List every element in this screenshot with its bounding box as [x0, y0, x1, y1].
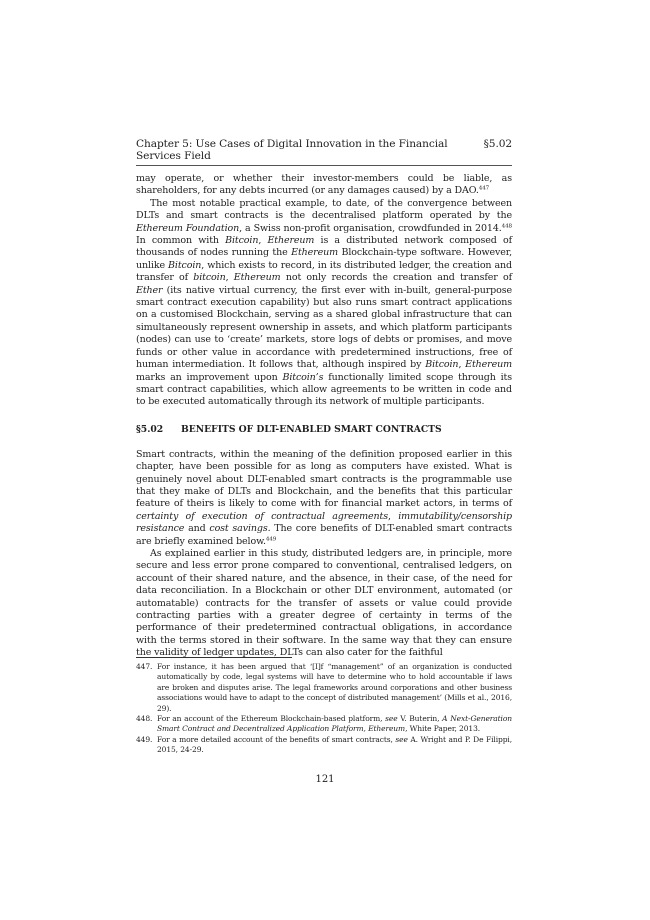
footnote-number: 448. — [136, 714, 153, 724]
paragraph-dao-liability: may operate, or whether their investor-members could be liable, as shareholders, for any debts incurred (or any damages caused) by a DAO.$^{447}$ — [136, 173, 512, 197]
section-number: §5.02 — [136, 423, 164, 435]
footnote-number: 449. — [136, 734, 153, 744]
footnote-448 — [136, 714, 512, 735]
footnote-ref-449[interactable]: 449 — [265, 536, 277, 543]
chapter-title: Chapter 5: Use Cases of Digital Innovation in the Financial Services Field — [136, 138, 448, 162]
footnote-447 — [136, 662, 512, 714]
page-number: 121 — [315, 774, 335, 785]
running-header — [136, 138, 512, 166]
footnote-number: 447. — [136, 662, 153, 671]
footnote-ref-448[interactable]: 448 — [501, 223, 512, 230]
footnote-text: For a more detailed account of the benefits of smart contracts, see A. Wright and P. De Filippi, 2015, 24-29. — [157, 734, 512, 755]
footnote-text: For instance, it has been argued that ‘[I]f “management” of an organization is conducted automatically by code, legal systems will have to determine who to hold accountable if laws are broken and disputes arise. The legal frameworks around corporations and other business associations would have to adapt to the concept of distributed management’ (Mills et al., 2016, 29). — [157, 662, 512, 713]
page-body — [136, 138, 512, 660]
footnote-ref-447[interactable]: 447 — [478, 185, 490, 192]
paragraph-ethereum: The most notable practical example, to date, of the convergence between DLTs and smart contracts is the decentralised platform operated by the Ethereum Foundation, a Swiss non-profit organisation, crowdfunded in 2014.$^{448}$ In common with Bitcoin, Ethereum is a distributed network composed of thousands of nodes running the Ethereum Blockchain-type software. However, unlike Bitcoin, which exists to record, in its distributed ledger, the creation and transfer of bitcoin, Ethereum not only records the creation and transfer of Ether (its native virtual currency, the first ever with in-built, general-purpose smart contract execution capability) but also runs smart contract applications on a customised Blockchain, serving as a shared global infrastructure that can simultaneously represent ownership in assets, and which platform participants (nodes) can use to ‘create’ markets, store logs of debts or promises, and move funds or other value in accordance with predetermined instructions, free of human intermediation. It follows that, although inspired by Bitcoin, Ethereum marks an improvement upon Bitcoin’s functionally limited scope through its smart contract capabilities, which allow agreements to be written in code and to be executed automatically through its network of multiple participants. — [136, 197, 512, 408]
section-title: BENEFITS OF DLT-ENABLED SMART CONTRACTS — [181, 423, 442, 435]
paragraph-distributed-ledgers: As explained earlier in this study, distributed ledgers are, in principle, more secure and less error prone compared to conventional, centralised ledgers, on account of their shared nature, and the absence, in their case, of the need for data reconciliation. In a Blockchain or other DLT environment, automated (or automatable) contracts for the transfer of assets or value could provide contracting parties with a greater degree of certainty in terms of the performance of their predetermined contractual obligations, in accordance with the terms stored in their software. In the same way that they can ensure the validity of ledger updates, DLTs can also cater for the faithful — [136, 547, 512, 659]
footnote-449 — [136, 735, 512, 756]
footnotes — [136, 662, 512, 756]
footnote-text: For an account of the Ethereum Blockchain-based platform, see V. Buterin, A Next-Generation Smart Contract and Decentralized Application Platform, Ethereum, White Paper, 2013. — [157, 714, 512, 734]
section-reference: §5.02 — [483, 138, 512, 150]
footnote-divider — [136, 657, 292, 658]
paragraph-smart-contracts: Smart contracts, within the meaning of the definition proposed earlier in this chapter, have been possible for as long as computers have existed. What is genuinely novel about DLT-enabled smart contracts is the programmable use that they make of DLTs and Blockchain, and the benefits that this particular feature of theirs is likely to come with for financial market actors, in terms of certainty of execution of contractual agreements, immutability/censorship resistance and cost savings. The core benefits of DLT-enabled smart contracts are briefly examined below.$^{449}$ — [136, 448, 512, 547]
section-heading — [136, 424, 512, 435]
